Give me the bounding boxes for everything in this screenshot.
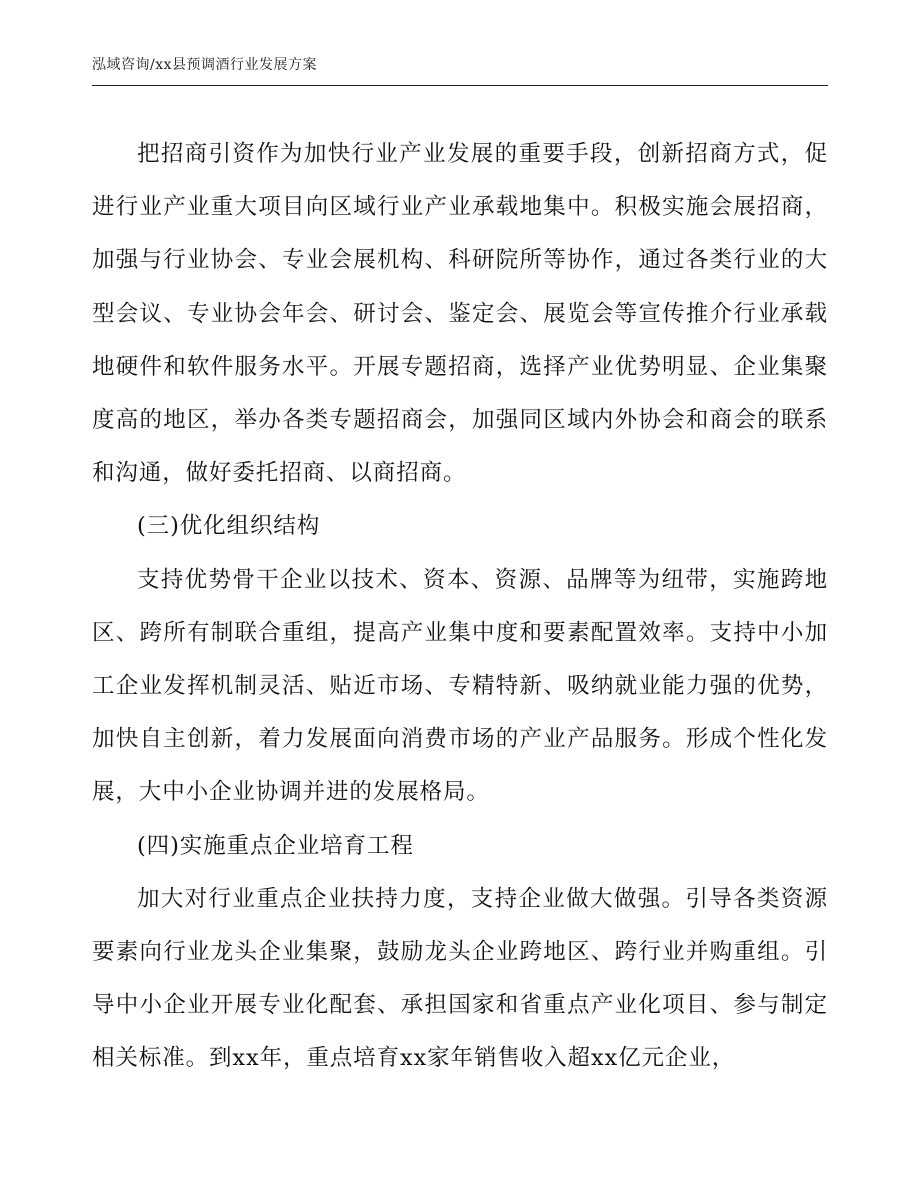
paragraph-investment-promotion: 把招商引资作为加快行业产业发展的重要手段，创新招商方式，促进行业产业重大项目向区域行业产业承载地集中。积极实施会展招商，加强与行业协会、专业会展机构、科研院所等协作，通过各类行业的大型会议、专业协会年会、研讨会、鉴定会、展览会等宣传推介行业承载地硬件和软件服务水平。开展专题招商，选择产业优势明显、企业集聚度高的地区，举办各类专题招商会，加强同区域内外协会和商会的联系和沟通，做好委托招商、以商招商。	[92, 141, 828, 487]
header-title: 泓域咨询/xx县预调酒行业发展方案	[92, 57, 318, 73]
document-body	[92, 128, 828, 1086]
section-heading-optimize-structure: (三)优化组织结构	[137, 513, 321, 540]
section-heading-key-enterprise: (四)实施重点企业培育工程	[137, 832, 414, 859]
paragraph-organization-structure: 支持优势骨干企业以技术、资本、资源、品牌等为纽带，实施跨地区、跨所有制联合重组，提高产业集中度和要素配置效率。支持中小加工企业发挥机制灵活、贴近市场、专精特新、吸纳就业能力强的优势，加快自主创新，着力发展面向消费市场的产业产品服务。形成个性化发展，大中小企业协调并进的发展格局。	[92, 566, 828, 806]
paragraph-key-enterprise-cultivation: 加大对行业重点企业扶持力度，支持企业做大做强。引导各类资源要素向行业龙头企业集聚，鼓励龙头企业跨地区、跨行业并购重组。引导中小企业开展专业化配套、承担国家和省重点产业化项目、参与制定相关标准。到xx年，重点培育xx家年销售收入超xx亿元企业，	[92, 885, 828, 1072]
page-header	[92, 52, 828, 86]
